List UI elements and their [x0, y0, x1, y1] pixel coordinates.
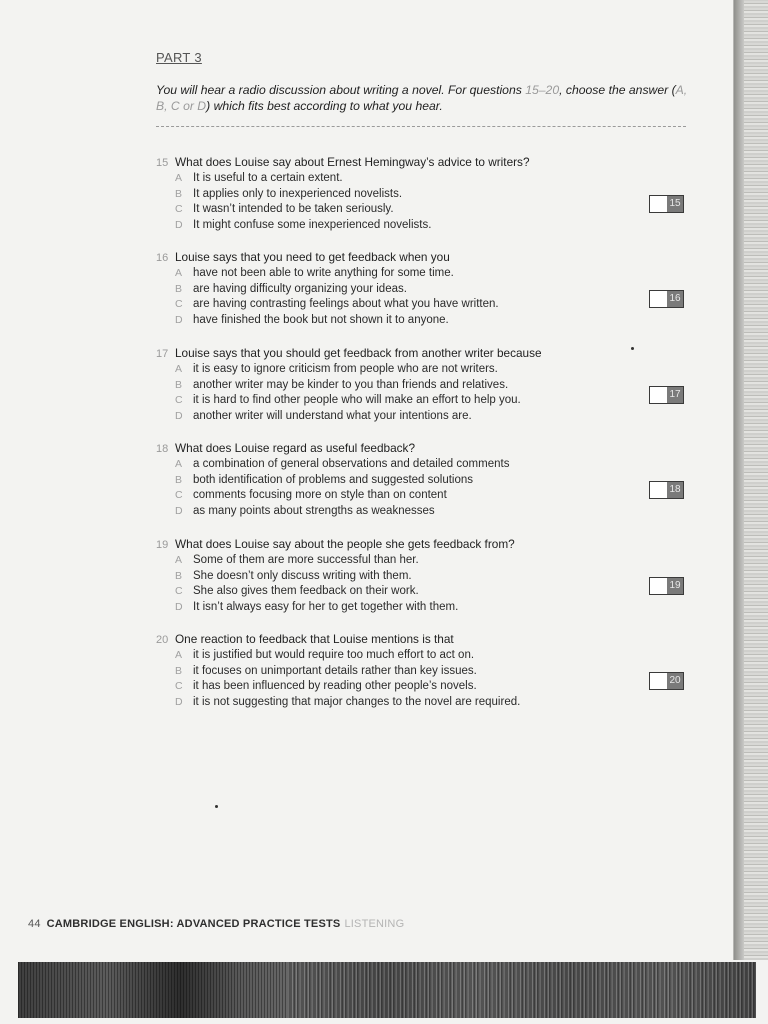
- instructions-text: You will hear a radio discussion about writing a novel. For questions: [156, 83, 526, 97]
- question-number: 16: [156, 252, 169, 264]
- section-name: LISTENING: [344, 918, 405, 930]
- option-c[interactable]: [156, 488, 716, 504]
- question-20: [156, 631, 716, 710]
- answer-letters: A, B, C or D: [156, 83, 688, 113]
- option-d[interactable]: [156, 695, 716, 711]
- option-b[interactable]: [156, 378, 716, 394]
- option-letter: A: [175, 172, 183, 184]
- answer-box-number: 18: [667, 482, 683, 498]
- instructions: [156, 82, 696, 114]
- option-b[interactable]: [156, 569, 716, 585]
- option-a[interactable]: [156, 457, 716, 473]
- option-b[interactable]: [156, 664, 716, 680]
- option-text: as many points about strengths as weaknesses: [193, 504, 435, 517]
- option-c[interactable]: [156, 297, 716, 313]
- option-letter: D: [175, 600, 183, 613]
- option-text: are having difficulty organizing your ideas.: [193, 282, 407, 295]
- question-text: What does Louise say about the people she gets feedback from?: [175, 537, 515, 551]
- answer-box-17[interactable]: [649, 386, 684, 404]
- option-letter: C: [175, 680, 183, 692]
- option-letter: C: [175, 203, 183, 215]
- option-text: It is useful to a certain extent.: [193, 172, 343, 184]
- page-number: 44: [28, 918, 41, 930]
- option-text: She doesn’t only discuss writing with them.: [193, 569, 412, 582]
- question-16: [156, 249, 716, 328]
- option-a[interactable]: [156, 266, 716, 282]
- option-text: are having contrasting feelings about what you have written.: [193, 298, 499, 310]
- option-letter: A: [175, 649, 183, 661]
- option-a[interactable]: [156, 648, 716, 664]
- option-a[interactable]: [156, 362, 716, 378]
- question-number: 15: [156, 157, 169, 169]
- option-d[interactable]: [156, 409, 716, 425]
- part-title: PART 3: [156, 50, 202, 65]
- question-17: [156, 345, 716, 424]
- option-b[interactable]: [156, 473, 716, 489]
- decorative-band: [18, 962, 756, 1018]
- option-text: a combination of general observations and detailed comments: [193, 458, 510, 470]
- option-d[interactable]: [156, 218, 716, 234]
- option-c[interactable]: [156, 202, 716, 218]
- option-letter: A: [175, 267, 183, 279]
- option-text: it is justified but would require too much effort to act on.: [193, 649, 475, 661]
- option-letter: A: [175, 458, 183, 470]
- option-text: It applies only to inexperienced novelists.: [193, 187, 403, 200]
- scan-speck: [631, 347, 634, 350]
- question-stem: [156, 440, 716, 457]
- answer-box-number: 16: [667, 291, 683, 307]
- option-letter: B: [175, 569, 183, 582]
- book-title: CAMBRIDGE ENGLISH: ADVANCED PRACTICE TESTS: [46, 918, 341, 930]
- option-letter: A: [175, 363, 183, 375]
- question-text: What does Louise say about Ernest Hemingway’s advice to writers?: [175, 155, 530, 169]
- option-letter: D: [175, 504, 183, 517]
- option-text: it is easy to ignore criticism from people who are not writers.: [193, 363, 498, 375]
- option-d[interactable]: [156, 313, 716, 329]
- answer-box-19[interactable]: [649, 577, 684, 595]
- option-letter: B: [175, 378, 183, 391]
- option-letter: D: [175, 218, 183, 231]
- option-d[interactable]: [156, 600, 716, 616]
- option-text: It isn’t always easy for her to get together with them.: [193, 600, 459, 613]
- divider: [156, 126, 686, 127]
- option-text: another writer may be kinder to you than friends and relatives.: [193, 378, 509, 391]
- answer-box-18[interactable]: [649, 481, 684, 499]
- option-text: have not been able to write anything for some time.: [193, 267, 454, 279]
- option-text: comments focusing more on style than on content: [193, 489, 447, 501]
- answer-box-number: 15: [667, 196, 683, 212]
- option-b[interactable]: [156, 187, 716, 203]
- option-c[interactable]: [156, 584, 716, 600]
- answer-box-20[interactable]: [649, 672, 684, 690]
- question-stem: [156, 154, 716, 171]
- question-range: 15–20: [525, 83, 560, 97]
- answer-box-number: 17: [667, 387, 683, 403]
- option-text: She also gives them feedback on their work.: [193, 585, 419, 597]
- question-number: 19: [156, 539, 169, 551]
- option-text: it has been influenced by reading other people’s novels.: [193, 680, 477, 692]
- option-letter: C: [175, 585, 183, 597]
- scan-edge: [733, 0, 768, 960]
- option-letter: D: [175, 313, 183, 326]
- option-letter: D: [175, 695, 183, 708]
- option-b[interactable]: [156, 282, 716, 298]
- option-letter: B: [175, 282, 183, 295]
- option-text: both identification of problems and suggested solutions: [193, 473, 474, 486]
- question-15: [156, 154, 716, 233]
- question-18: [156, 440, 716, 519]
- option-letter: C: [175, 394, 183, 406]
- option-text: It might confuse some inexperienced novelists.: [193, 218, 432, 231]
- question-text: One reaction to feedback that Louise mentions is that: [175, 632, 454, 646]
- question-stem: [156, 631, 716, 648]
- option-text: It wasn’t intended to be taken seriously.: [193, 203, 394, 215]
- option-letter: C: [175, 298, 183, 310]
- option-letter: B: [175, 187, 183, 200]
- option-c[interactable]: [156, 393, 716, 409]
- option-letter: C: [175, 489, 183, 501]
- question-stem: [156, 249, 716, 266]
- answer-box-number: 19: [667, 578, 683, 594]
- option-d[interactable]: [156, 504, 716, 520]
- option-letter: B: [175, 473, 183, 486]
- option-a[interactable]: [156, 171, 716, 187]
- instructions-text: , choose the answer (: [559, 83, 676, 97]
- option-letter: A: [175, 554, 183, 566]
- option-letter: D: [175, 409, 183, 422]
- question-text: Louise says that you should get feedback from another writer because: [175, 346, 542, 360]
- option-text: it is not suggesting that major changes to the novel are required.: [193, 695, 521, 708]
- question-stem: [156, 536, 716, 553]
- answer-box-16[interactable]: [649, 290, 684, 308]
- option-text: it is hard to find other people who will make an effort to help you.: [193, 394, 521, 406]
- question-text: Louise says that you need to get feedback when you: [175, 250, 450, 264]
- question-number: 20: [156, 634, 169, 646]
- question-number: 17: [156, 348, 169, 360]
- option-c[interactable]: [156, 679, 716, 695]
- instructions-text: ) which fits best according to what you hear.: [206, 99, 443, 113]
- option-text: it focuses on unimportant details rather than key issues.: [193, 664, 477, 677]
- option-letter: B: [175, 664, 183, 677]
- question-number: 18: [156, 443, 169, 455]
- option-text: Some of them are more successful than her.: [193, 554, 419, 566]
- answer-box-15[interactable]: [649, 195, 684, 213]
- page-footer: [28, 918, 404, 930]
- question-19: [156, 536, 716, 615]
- option-a[interactable]: [156, 553, 716, 569]
- option-text: have finished the book but not shown it to anyone.: [193, 313, 449, 326]
- question-text: What does Louise regard as useful feedback?: [175, 441, 416, 455]
- answer-box-number: 20: [667, 673, 683, 689]
- scan-speck: [215, 805, 218, 808]
- option-text: another writer will understand what your intentions are.: [193, 409, 472, 422]
